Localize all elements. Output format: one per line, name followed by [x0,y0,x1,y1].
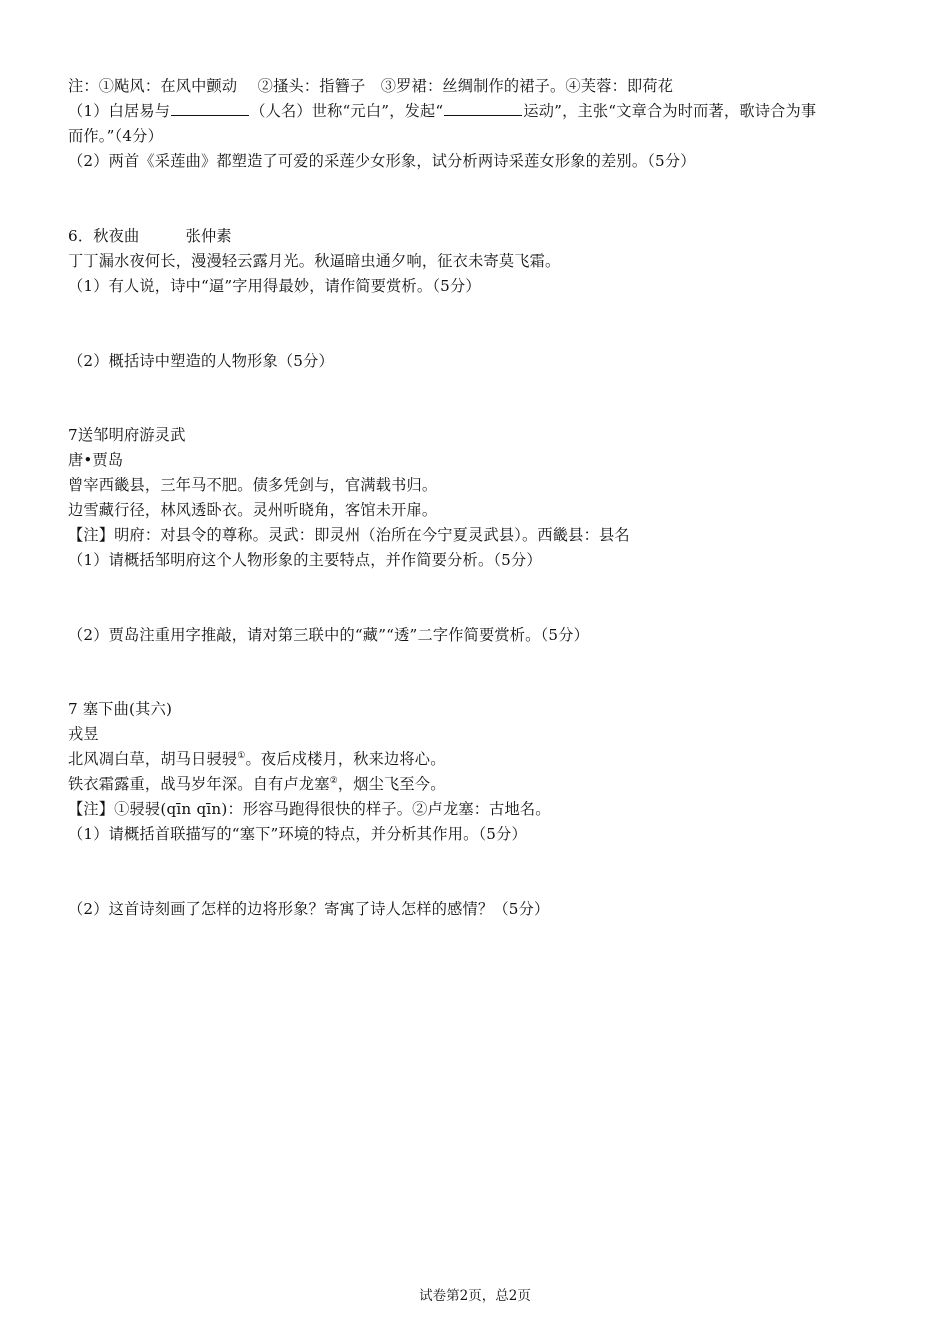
q7a-poem-line-2: 边雪藏行径，林风透卧衣。灵州听晓角，客馆未开扉。 [68,501,438,519]
q7b-poem-1a: 北风凋白草，胡马日骎骎 [68,750,238,768]
q7b-poem-2b: ，烟尘飞至今。 [337,775,446,793]
page-footer: 试卷第2页，总2页 [419,1288,531,1304]
q7b-question-1: （1）请概括首联描写的“塞下”环境的特点，并分析其作用。（5分） [68,825,527,843]
q5-question-1 [68,101,816,121]
q5-q1-part-c: 运动”，主张“文章合为时而著，歌诗合为事 [523,102,817,120]
q7b-poem-line-1 [68,749,446,769]
q7a-question-1: （1）请概括邹明府这个人物形象的主要特点，并作简要分析。（5分） [68,551,542,569]
q7a-author: 唐•贾岛 [68,451,124,469]
q5-q1-part-a: （1）白居易与 [68,102,171,120]
q7a-question-2: （2）贾岛注重用字推敲，请对第三联中的“藏”“透”二字作简要赏析。（5分） [68,626,589,644]
q7b-poem-2a: 铁衣霜露重，战马岁年深。自有卢龙塞 [68,775,330,793]
q7b-poem-line-2 [68,774,446,794]
q6-question-1: （1）有人说，诗中“逼”字用得最妙，请作简要赏析。（5分） [68,277,481,295]
q5-q1-part-b: （人名）世称“元白”，发起“ [250,102,444,120]
q6-question-2: （2）概括诗中塑造的人物形象（5分） [68,352,334,370]
answer-blank-name [171,101,249,116]
q7b-note: 【注】①骎骎(qīn qīn)：形容马跑得很快的样子。②卢龙塞：古地名。 [68,800,551,818]
q7b-poem-1b: 。夜后戍楼月，秋来边将心。 [245,750,446,768]
answer-blank-movement [444,101,522,116]
footnote-marker-2: ② [329,776,338,786]
q7b-question-2: （2）这首诗刻画了怎样的边将形象？寄寓了诗人怎样的感情？（5分） [68,900,550,918]
q5-question-1-cont: 而作。”（4分） [68,127,163,145]
q5-question-2: （2）两首《采莲曲》都塑造了可爱的采莲少女形象，试分析两诗采莲女形象的差别。（5分） [68,152,696,170]
q5-note: 注：①飐风：在风中颤动 ②搔头：指簪子 ③罗裙：丝绸制作的裙子。④芙蓉：即荷花 [68,77,674,95]
q7b-title: 7 塞下曲(其六) [68,700,173,718]
q7a-title: 7送邹明府游灵武 [68,426,186,444]
q7a-note: 【注】明府：对县令的尊称。灵武：即灵州（治所在今宁夏灵武县）。西畿县：县名 [68,526,630,544]
q7a-poem-line-1: 曾宰西畿县，三年马不肥。债多凭剑与，官满载书归。 [68,476,438,494]
q7b-author: 戎昱 [68,725,99,743]
footnote-marker-1: ① [237,751,246,761]
q6-title: 6．秋夜曲 张仲素 [68,227,232,245]
q6-poem: 丁丁漏水夜何长，漫漫轻云露月光。秋逼暗虫通夕响，征衣未寄莫飞霜。 [68,252,561,270]
